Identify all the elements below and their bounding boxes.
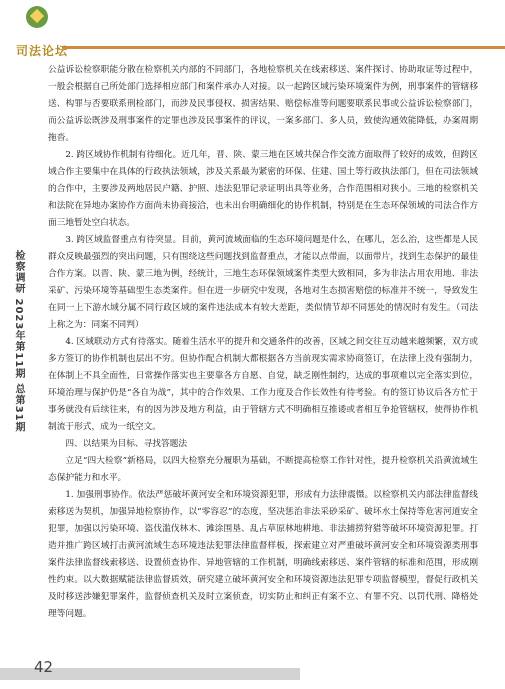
section-heading: 四、以结果为目标、寻找答题法 [65, 439, 188, 449]
journal-brand: 司法论坛 [16, 44, 69, 58]
paragraph: 2. 跨区域协作机制有待细化。近几年，晋、陕、蒙三地在区域共保合作交流方面取得了较好的成效，但跨区域合作主要集中在具体的行政执法领域，涉及关系最为紧密的环保、住建、国土等行政执法部门，但在司法领域的合作中，主要涉及两地居民户籍、护照、违法犯罪记录证明出具等业务，合作范围相对狭小。三地的检察机关和法院在异地办案协作方面尚未协商接洽，也未出台明确细化的协作机制，特别是在生态环保领域的司法合作方面三地暂处空白状态。 [48, 150, 478, 228]
paragraph: 公益诉讼检察职能分散在检察机关内部的不同部门，各地检察机关在线索移送、案件探讨、协助取证等过程中，一般会根据自己所处部门选择相应部门和案件承办人对接。以一起跨区域污染环境案件为例，刑事案件的管辖移送、构罪与否要联系刑检部门，而涉及民事侵权、损害结果、赔偿标准等问题要联系民事或公益诉讼检察部门，而公益诉讼既涉及刑事案件的定罪也涉及民事案件的评议，一案多部门、多人员，致使沟通效能降低，办案周期拖沓。 [48, 65, 478, 143]
header-rule [62, 46, 505, 49]
page-header [0, 0, 505, 60]
paragraph: 4. 区域联动方式有待落实。随着生活水平的提升和交通条件的改善，区域之间交往互动越来越频繁，双方或多方签订的协作机制也层出不穷。但协作配合机制大都根据各方当前现实需求协商签订，在法律上没有强制力，在体制上不具全面性，日常操作落实也主要靠各方自愿、自觉，缺乏刚性制约，达成的事项难以完全落实到位，环境治理与保护仍是“各自为战”，其中的合作效果、工作力度及合作长效性有待考验。有的签订协议后各方忙于事务就没有后续往来，有的因为涉及地方利益，由于管辖方式不明确相互推诿或者相互争抢管辖权，使得协作机制流于形式，成为一纸空文。 [48, 337, 478, 432]
emblem-icon [26, 6, 48, 28]
article-body [48, 62, 478, 636]
paragraph: 立足“四大检察”新格局，以四大检察充分履职为基础，不断提高检察工作针对性，提升检察机关沿黄流域生态保护能力和水平。 [48, 456, 478, 483]
paragraph: 3. 跨区域监督重点有待突显。目前，黄河流域面临的生态环境问题是什么，在哪儿，怎么治，这些都是人民群众反映最强烈的突出问题，只有围绕这些问题找到监督重点，才能以点带面，以面带片，找到生态保护的最佳合作方案。以晋、陕、蒙三地为例，经统计，三地生态环保领域案件类型大致相同，多为非法占用农用地、非法采矿、污染环境等基础型生态类案件。但在进一步研究中发现，各地对生态损害赔偿的标准并不统一，导致发生在同一上下游水域分属不同行政区域的案件违法成本有较大差距，类似情节却不同惩处的情况时有发生。（司法上称之为：同案不同判） [48, 235, 478, 330]
paragraph: 1. 加强刑事协作。依法严惩破坏黄河安全和环境资源犯罪，形成有力法律震慑。以检察机关内部法律监督线索移送为契机，加强异地检察协作，以“零容忍”的态度，坚决惩治非法采砂采矿、破坏水土保持等危害河道安全犯罪，加强以污染环境、盗伐滥伐林木、滩涂围垦、乱占草原林地耕地、非法捕捞狩猎等破坏环境资源犯罪。打造并推广跨区域打击黄河流域生态环境违法犯罪法律监督样板，探索建立对严重破坏黄河安全和环境资源类刑事案件法律监督线索移送、设置侦查协作、异地管辖的工作机制，明确线索移送、案件管辖的标准和范围，形成刚性约束。以大数据赋能法律监督质效，研究建立破坏黄河安全和环境资源违法犯罪专项监督模型，督促行政机关及时移送涉嫌犯罪案件，监督侦查机关及时立案侦查，切实防止和纠正有案不立、有罪不究、以罚代刑、降格处理等问题。 [48, 490, 478, 619]
sidebar-issue-info: 检察调研 2023年第11期 总第31期 [13, 250, 24, 433]
page-number: 42 [34, 658, 54, 676]
journal-logo [6, 4, 69, 58]
